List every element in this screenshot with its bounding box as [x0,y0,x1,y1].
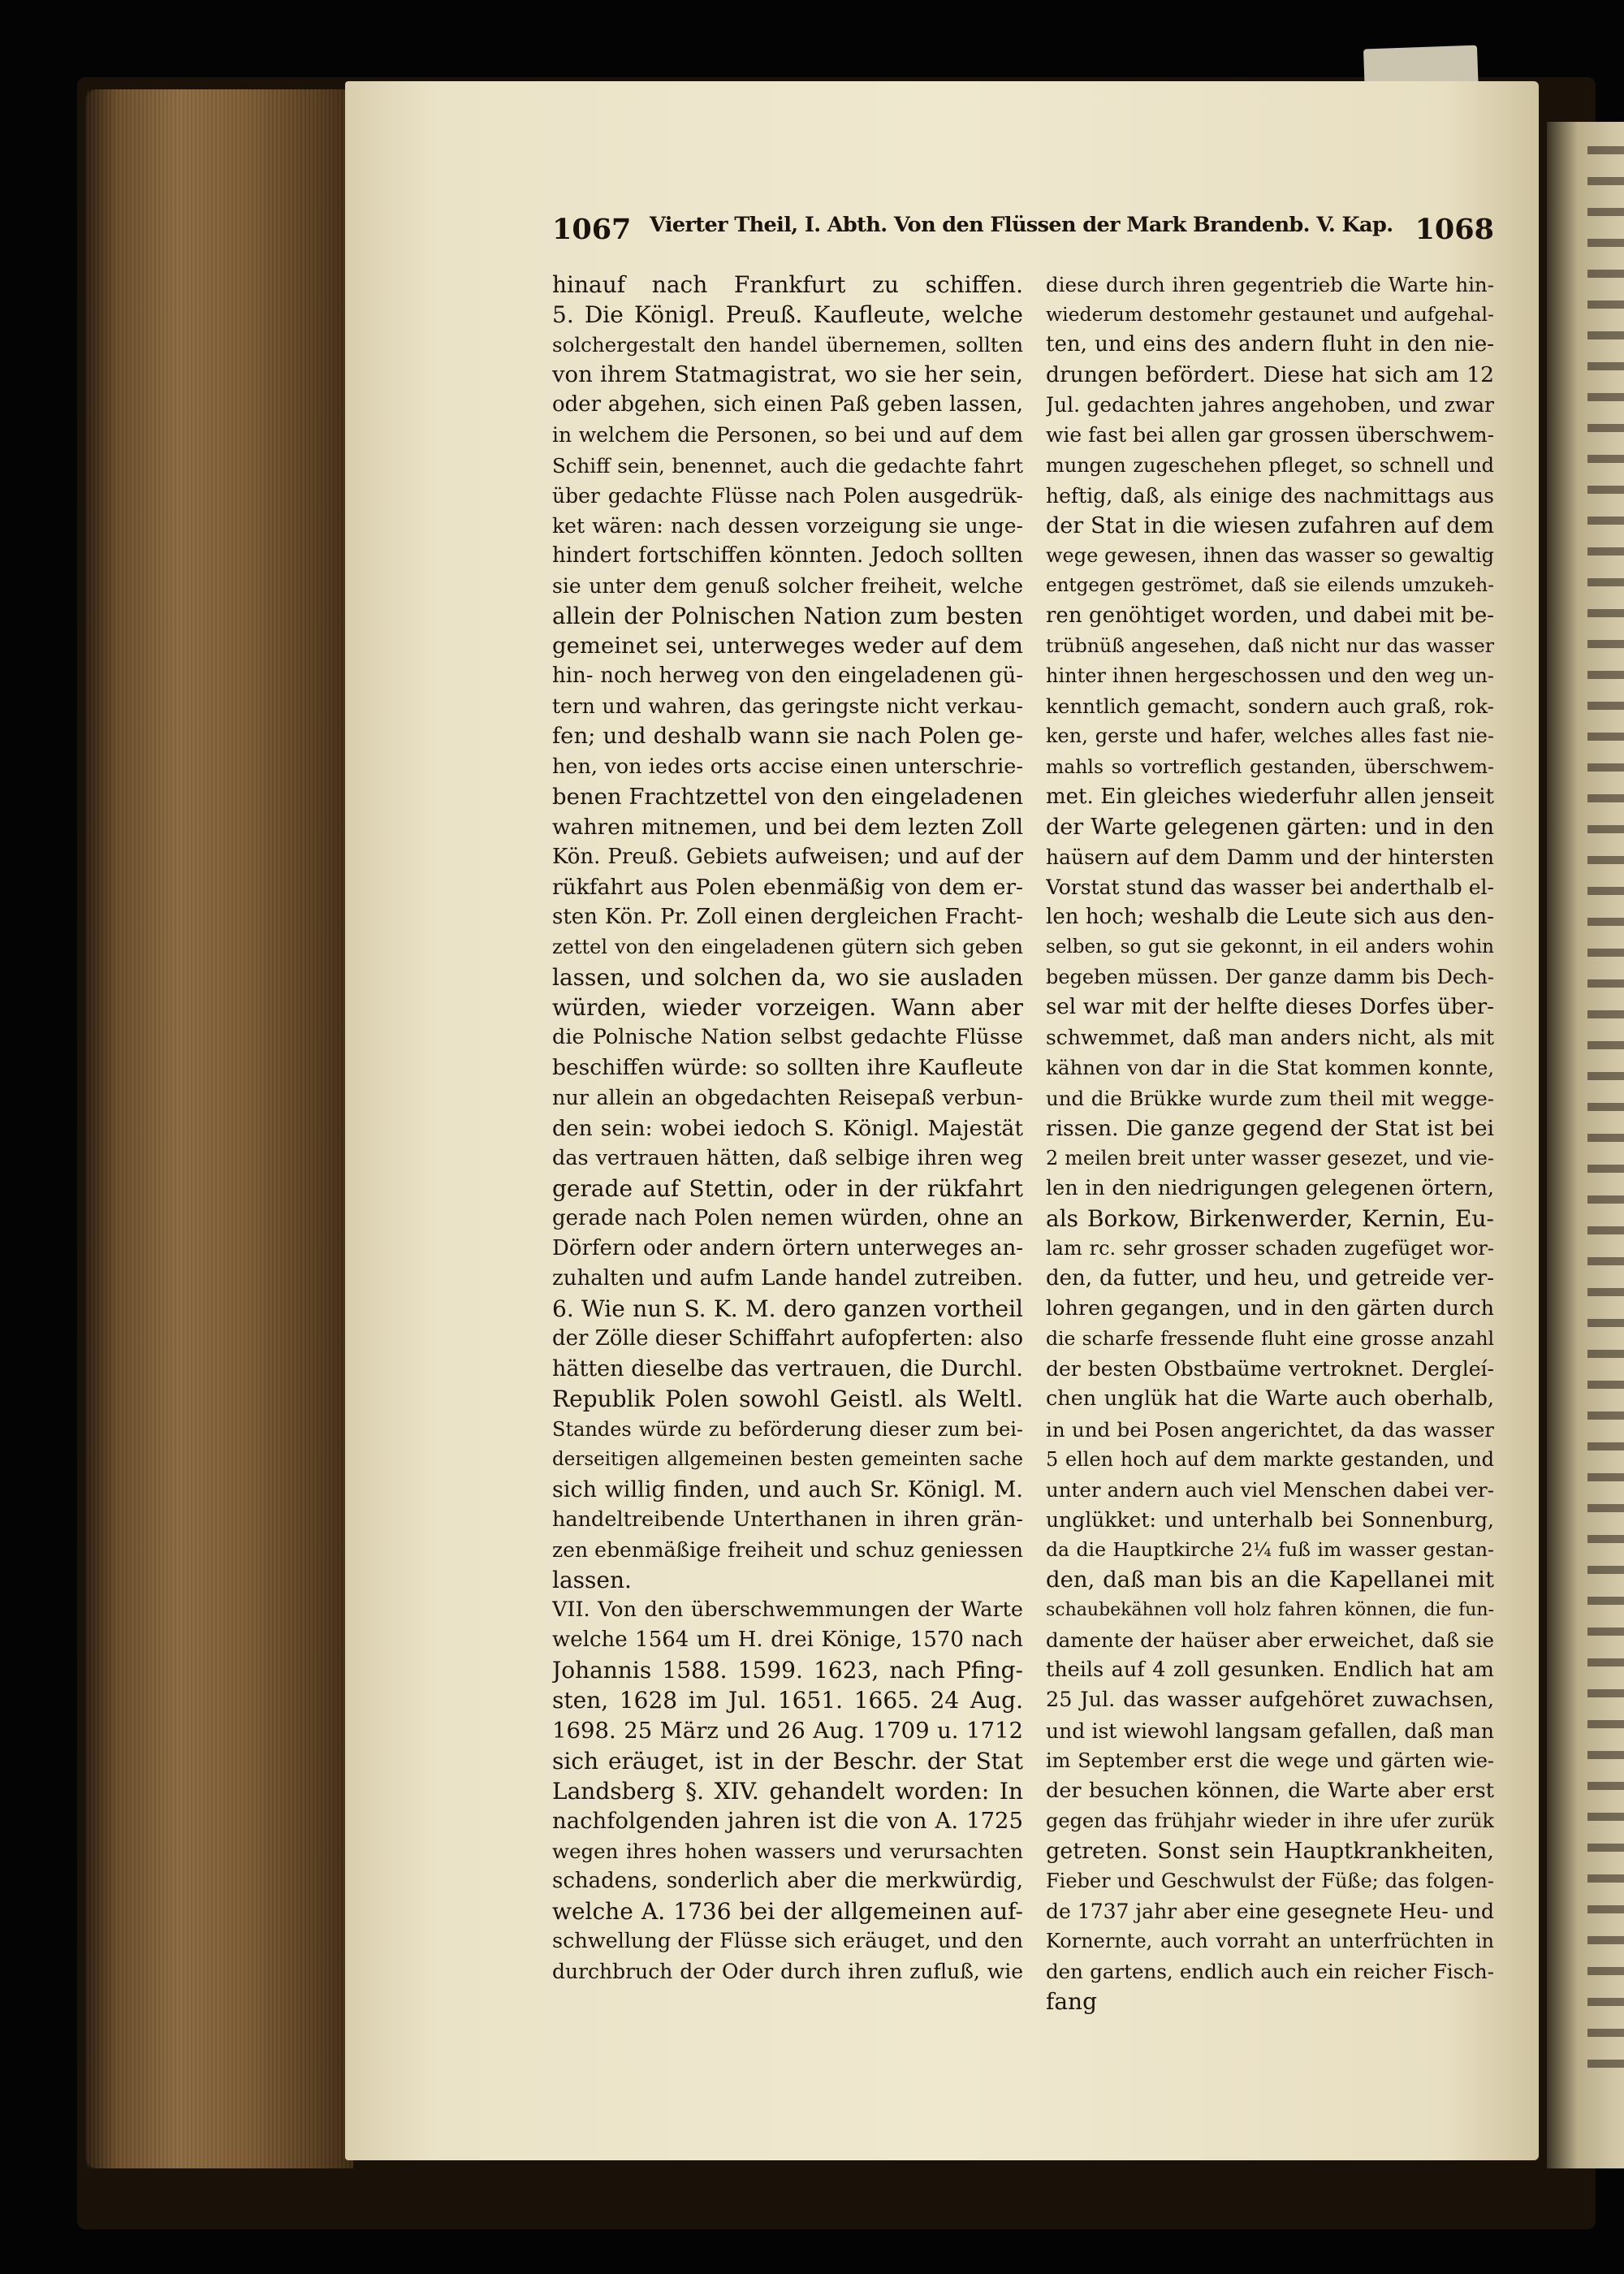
text-line: tern und wahren, das geringste nicht verkau- [552,694,1023,719]
text-line: VII. Von den überschwemmungen der Warte [552,1597,1023,1623]
text-line: 25 Jul. das wasser aufgehöret zuwachsen, [1046,1688,1494,1713]
text-line: lohren gegangen, und in den gärten durch [1046,1296,1494,1321]
text-line: 2 meilen breit unter wasser gesezet, und vie- [1046,1146,1494,1169]
text-line: 5. Die Königl. Preuß. Kaufleute, welche [552,301,1023,329]
text-line: schaubekähnen voll holz fahren können, die fun- [1046,1600,1494,1621]
text-line: in und bei Posen angerichtet, da das wasser [1046,1417,1494,1442]
text-line: zettel von den eingeladenen gütern sich geben [552,936,1023,959]
text-line: solchergestalt den handel übernemen, sollten [552,333,1023,357]
text-line: sten, 1628 im Jul. 1651. 1665. 24 Aug. [552,1687,1023,1714]
text-line: und ist wiewohl langsam gefallen, daß man [1046,1718,1494,1743]
text-line: ten, und eins des andern fluht in den nie- [1046,332,1494,357]
text-line: Dörfern oder andern örtern unterweges an- [552,1236,1023,1260]
page-number-left: 1067 [552,213,632,246]
text-line: drungen befördert. Diese hat sich am 12 [1046,362,1494,388]
text-line: gerade auf Stettin, oder in der rükfahrt [552,1174,1023,1202]
book-fore-edge [85,89,353,2168]
text-line: handeltreibende Unterthanen in ihren grän- [552,1507,1023,1532]
text-line: 5 ellen hoch auf dem markte gestanden, und [1046,1447,1494,1471]
text-line: sich eräuget, ist in der Beschr. der Stat [552,1747,1023,1775]
text-line: als Borkow, Birkenwerder, Kernin, Eu- [1046,1204,1494,1232]
text-column-left [552,270,1023,1987]
text-line: begeben müssen. Der ganze damm bis Dech- [1046,966,1494,989]
text-line: Schiff sein, benennet, auch die gedachte fahrt [552,453,1023,478]
text-line: welche 1564 um H. drei Könige, 1570 nach [552,1628,1023,1653]
text-line: unglükket: und unterhalb bei Sonnenburg, [1046,1507,1494,1532]
text-line: hinter ihnen hergeschossen und den weg un- [1046,664,1494,688]
text-line: den sein: wobei iedoch S. Königl. Majestät [552,1115,1023,1141]
text-line: 6. Wie nun S. K. M. dero ganzen vortheil [552,1295,1023,1323]
text-line: derseitigen allgemeinen besten gemeinten sache [552,1448,1023,1470]
text-line: rükfahrt aus Polen ebenmäßig von dem er- [552,874,1023,900]
text-line: der Zölle dieser Schiffahrt aufopferten: also [552,1326,1023,1351]
text-line: schwellung der Flüsse sich eräuget, und den [552,1929,1023,1954]
text-line: met. Ein gleiches wiederfuhr allen jenseit [1046,784,1494,809]
text-line: der besten Obstbaüme vertroknet. Dergleí- [1046,1357,1494,1381]
text-line: sel war mit der helfte dieses Dorfes über- [1046,995,1494,1020]
text-line: ken, gerste und hafer, welches alles fast nie- [1046,724,1494,748]
text-line: diese durch ihren gegentrieb die Warte hin- [1046,273,1494,296]
adjacent-page-text-fragment [1587,146,1624,2079]
text-line: getreten. Sonst sein Hauptkrankheiten, [1046,1838,1494,1864]
text-line: wiederum destomehr gestaunet und aufgehal- [1046,303,1494,326]
text-line: mungen zugeschehen pfleget, so schnell und [1046,453,1494,477]
text-line: kenntlich gemacht, sondern auch graß, rok- [1046,694,1494,719]
text-line: 1698. 25 März und 26 Aug. 1709 u. 1712 [552,1717,1023,1744]
text-line: wie fast bei allen gar grossen überschwem- [1046,423,1494,447]
text-line: fen; und deshalb wann sie nach Polen ge- [552,723,1023,750]
text-line: und die Brükke wurde zum theil mit wegge- [1046,1086,1494,1110]
text-line: von ihrem Statmagistrat, wo sie her sein, [552,361,1023,388]
text-line: im September erst die wege und gärten wie- [1046,1749,1494,1772]
text-line: damente der haüser aber erweichet, daß sie [1046,1628,1494,1653]
text-line: lassen, und solchen da, wo sie ausladen [552,964,1023,992]
text-line: nachfolgenden jahren ist die von A. 1725 [552,1807,1023,1834]
text-line: der Warte gelegenen gärten: und in den [1046,814,1494,840]
text-line: schwemmet, daß man anders nicht, als mit [1046,1026,1494,1050]
text-line: Republik Polen sowohl Geistl. als Weltl. [552,1386,1023,1413]
text-line: Jul. gedachten jahres angehoben, und zwar [1046,393,1494,417]
text-line: wegen ihres hohen wassers und verursachten [552,1839,1023,1863]
text-line: da die Hauptkirche 2¼ fuß im wasser gestan- [1046,1537,1494,1561]
text-line: zen ebenmäßige freiheit und schuz geniessen [552,1537,1023,1562]
text-line: den, daß man bis an die Kapellanei mit [1046,1567,1494,1593]
text-line: schadens, sonderlich aber die merkwürdig, [552,1868,1023,1893]
running-title: Vierter Theil, I. Abth. Von den Flüssen der Mark Brandenb. V. Kap. [650,213,1393,237]
text-line: ket wären: nach dessen vorzeigung sie unge- [552,513,1023,538]
text-line: ren genöhtiget worden, und dabei mit be- [1046,603,1494,629]
text-line: chen unglük hat die Warte auch oberhalb, [1046,1386,1494,1412]
text-line: mahls so vortreflich gestanden, überschwem- [1046,754,1494,778]
text-line: sie unter dem genuß solcher freiheit, welche [552,573,1023,598]
text-line: kähnen von dar in die Stat kommen konnte, [1046,1056,1494,1080]
text-line: Landsberg §. XIV. gehandelt worden: In [552,1777,1023,1805]
text-line: Standes würde zu beförderung dieser zum bei- [552,1417,1023,1441]
text-line: selben, so gut sie gekonnt, in eil anders wohin [1046,936,1494,958]
text-line: wahren mitnemen, und bei dem lezten Zoll [552,814,1023,840]
text-line: entgegen geströmet, daß sie eilends umzukeh- [1046,574,1494,596]
text-line: heftig, daß, als einige des nachmittags aus [1046,483,1494,508]
text-line: gegen das frühjahr wieder in ihre ufer zurük [1046,1809,1494,1832]
text-line: hen, von iedes orts accise einen unterschrie- [552,754,1023,779]
text-line: allein der Polnischen Nation zum besten [552,603,1023,630]
text-line: hin- noch herweg von den eingeladenen gü- [552,664,1023,689]
text-line: beschiffen würde: so sollten ihre Kaufleute [552,1055,1023,1081]
text-line: rissen. Die ganze gegend der Stat ist bei [1046,1115,1494,1141]
text-line: len in den niedrigungen gelegenen örtern, [1046,1175,1494,1200]
text-line: oder abgehen, sich einen Paß geben lassen, [552,392,1023,417]
text-line: Kornernte, auch vorraht an unterfrüchten in [1046,1930,1494,1953]
text-line: hindert fortschiffen könnten. Jedoch sollten [552,543,1023,568]
text-line: theils auf 4 zoll gesunken. Endlich hat am [1046,1658,1494,1683]
text-line: lam rc. sehr grosser schaden zugefüget wor- [1046,1237,1494,1260]
text-line: len hoch; weshalb die Leute sich aus den- [1046,904,1494,929]
text-line: fang [1046,1988,1098,2016]
text-line: Fieber und Geschwulst der Füße; das folgen- [1046,1869,1494,1892]
text-line: haüsern auf dem Damm und der hintersten [1046,845,1494,869]
text-line: wege gewesen, ihnen das wasser so gewaltig [1046,543,1494,567]
text-line: hinauf nach Frankfurt zu schiffen. [552,271,1023,298]
text-line: Johannis 1588. 1599. 1623, nach Pfing- [552,1657,1023,1684]
text-line: gerade nach Polen nemen würden, ohne an [552,1205,1023,1230]
text-line: sich willig finden, und auch Sr. Königl. M. [552,1476,1023,1502]
text-line: würden, wieder vorzeigen. Wann aber [552,994,1023,1022]
text-line: den, da futter, und heu, und getreide ver- [1046,1266,1494,1291]
text-line: nur allein an obgedachten Reisepaß verbun- [552,1085,1023,1110]
text-line: trübnüß angesehen, daß nicht nur das wasser [1046,634,1494,658]
text-line: Vorstat stund das wasser bei anderthalb el- [1046,875,1494,899]
text-line: die scharfe fressende fluht eine grosse anzahl [1046,1327,1494,1351]
text-line: sten Kön. Pr. Zoll einen dergleichen Fracht- [552,904,1023,929]
text-line: de 1737 jahr aber eine gesegnete Heu- und [1046,1900,1494,1924]
page-number-right: 1068 [1415,213,1494,246]
text-line: Kön. Preuß. Gebiets aufweisen; und auf der [552,844,1023,869]
text-line: der Stat in die wiesen zufahren auf dem [1046,512,1494,538]
running-header [552,213,1494,262]
text-line: zuhalten und aufm Lande handel zutreiben. [552,1266,1023,1291]
text-line: der besuchen können, die Warte aber erst [1046,1778,1494,1803]
text-line: lassen. [552,1567,632,1594]
text-column-right [1046,270,1494,2017]
text-line: den gartens, endlich auch ein reicher Fisch- [1046,1960,1494,1984]
text-line: hätten dieselbe das vertrauen, die Durchl. [552,1356,1023,1382]
text-line: in welchem die Personen, so bei und auf dem [552,423,1023,447]
text-line: benen Frachtzettel von den eingeladenen [552,783,1023,810]
text-line: welche A. 1736 bei der allgemeinen auf- [552,1898,1023,1926]
text-line: über gedachte Flüsse nach Polen ausgedrük- [552,483,1023,508]
text-line: die Polnische Nation selbst gedachte Flüsse [552,1025,1023,1050]
text-line: das vertrauen hätten, daß selbige ihren weg [552,1145,1023,1170]
text-line: gemeinet sei, unterweges weder auf dem [552,633,1023,659]
text-line: unter andern auch viel Menschen dabei ver- [1046,1477,1494,1502]
text-line: durchbruch der Oder durch ihren zufluß, wie [552,1960,1023,1984]
